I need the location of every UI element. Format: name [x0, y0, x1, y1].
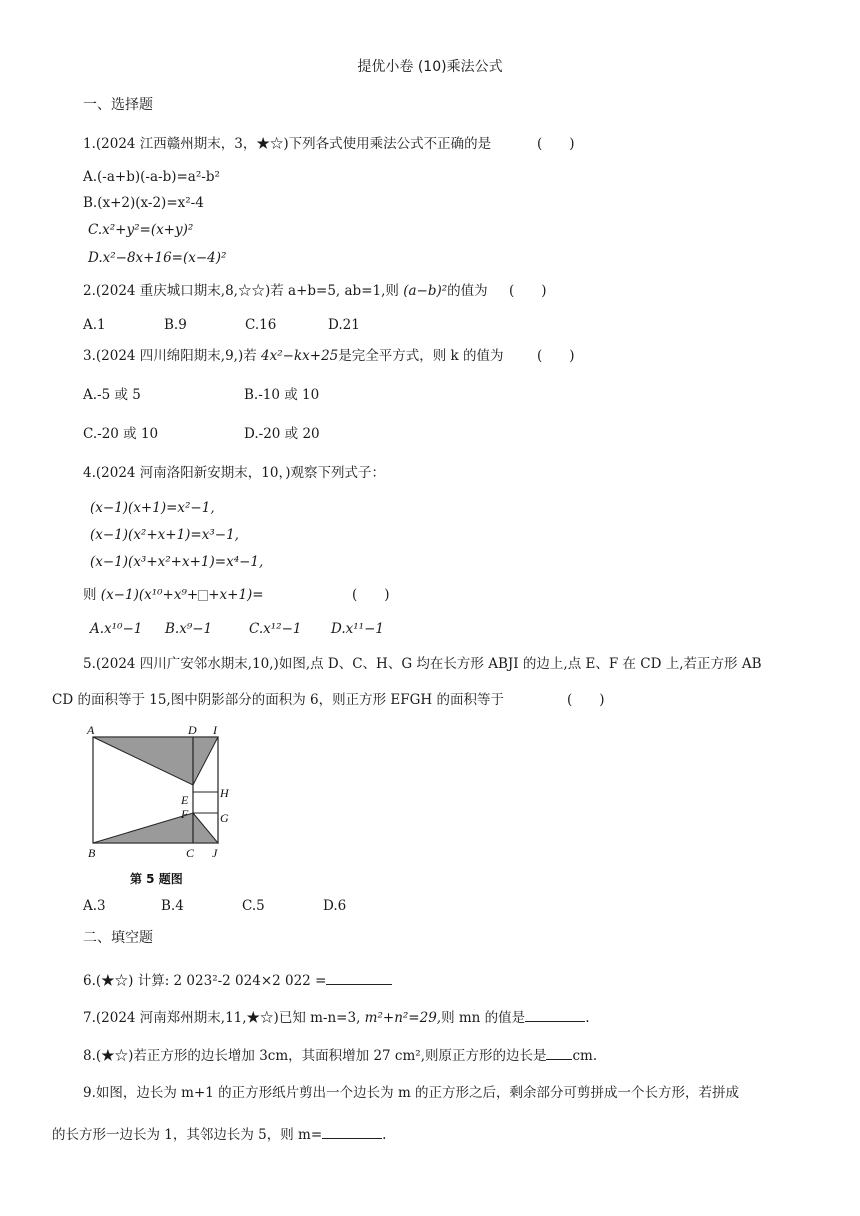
- question-3-option-d: D.-20 或 20: [244, 426, 320, 442]
- question-9-answer-blank[interactable]: [322, 1124, 382, 1139]
- question-7: [83, 1007, 589, 1027]
- question-5-option-d: D.6: [323, 898, 347, 914]
- question-3-answer-paren: ( ): [537, 348, 575, 364]
- question-1-stem: 1.(2024 江西赣州期末，3，★☆)下列各式使用乘法公式不正确的是: [83, 136, 492, 152]
- question-5-option-a: A.3: [83, 898, 106, 914]
- question-7-end: .: [585, 1010, 590, 1026]
- question-5-stem-line-1: 5.(2024 四川广安邻水期末,10,)如图,点 D、C、H、G 均在长方形 ABJI 的边上,点 E、F 在 CD 上,若正方形 AB: [83, 656, 762, 672]
- question-4-ask-expression-tail: +x+1)=: [208, 587, 264, 603]
- question-3-stem-tail: 是完全平方式，则 k 的值为: [338, 348, 504, 364]
- question-4-pattern-1: (x−1)(x+1)=x²−1,: [90, 500, 215, 516]
- question-4-option-c: C.x¹²−1: [249, 621, 302, 637]
- question-8: [83, 1045, 597, 1065]
- page-title: 提优小卷 (10)乘法公式: [357, 59, 503, 75]
- question-2-stem-text: 2.(2024 重庆城口期末,8,☆☆)若 a+b=5, ab=1,则: [83, 283, 399, 299]
- question-2-stem-tail: 的值为: [447, 283, 488, 299]
- question-1-option-c: C.x²+y²=(x+y)²: [88, 222, 194, 238]
- question-6: [83, 970, 392, 990]
- question-7-answer-blank[interactable]: [525, 1007, 585, 1022]
- figure-caption: 第 5 题图: [130, 872, 183, 886]
- figure-label-b: B: [88, 846, 96, 860]
- question-5-figure: [82, 724, 232, 890]
- question-5-option-c: C.5: [242, 898, 265, 914]
- placeholder-box-icon: [198, 590, 208, 601]
- question-4-answer-paren: ( ): [352, 587, 390, 603]
- question-3-stem: [83, 347, 504, 365]
- figure-label-i: I: [213, 724, 217, 737]
- question-2-option-b: B.9: [164, 317, 187, 333]
- question-3-stem-text: 3.(2024 四川绵阳期末,9,)若: [83, 348, 257, 364]
- question-2-answer-paren: ( ): [509, 283, 547, 299]
- question-3-option-a: A.-5 或 5: [83, 387, 141, 403]
- question-3-option-c: C.-20 或 10: [83, 426, 159, 442]
- question-1-option-d: D.x²−8x+16=(x−4)²: [88, 250, 227, 266]
- question-1-option-b: B.(x+2)(x-2)=x²-4: [83, 195, 204, 211]
- figure-label-a: A: [87, 724, 95, 737]
- figure-label-e: E: [181, 793, 189, 807]
- question-2-option-a: A.1: [83, 317, 106, 333]
- section-heading-fill: 二、填空题: [83, 930, 153, 946]
- question-4-option-a: A.x¹⁰−1: [90, 621, 143, 637]
- question-2-stem: [83, 282, 488, 300]
- question-4-pattern-2: (x−1)(x²+x+1)=x³−1,: [90, 527, 239, 543]
- question-8-end: cm.: [572, 1048, 598, 1064]
- figure-upper-shaded-triangle: [93, 737, 218, 785]
- question-2-expression: (a−b)²: [403, 283, 448, 299]
- question-7-text-tail: 则 mn 的值是: [441, 1010, 526, 1026]
- figure-lower-shaded-triangle: [93, 813, 193, 843]
- question-5-stem-line-2: CD 的面积等于 15,图中阴影部分的面积为 6，则正方形 EFGH 的面积等于: [52, 692, 504, 708]
- question-2-option-c: C.16: [245, 317, 277, 333]
- question-4-ask: [83, 586, 264, 604]
- section-heading-choice: 一、选择题: [83, 97, 153, 113]
- question-8-text: 8.(★☆)若正方形的边长增加 3cm，其面积增加 27 cm²,则原正方形的边长是: [83, 1048, 547, 1064]
- question-3-expression: 4x²−kx+25: [261, 348, 339, 364]
- figure-right-shaded-triangle: [193, 813, 218, 843]
- question-4-option-d: D.x¹¹−1: [331, 621, 384, 637]
- figure-label-g: G: [220, 811, 229, 825]
- question-4-ask-expression: (x−1)(x¹⁰+x⁹+: [100, 587, 199, 603]
- question-9-end: .: [382, 1127, 387, 1143]
- question-9-line-2: [52, 1124, 386, 1144]
- figure-inner-square-efgh: [193, 792, 218, 813]
- figure-label-j: J: [212, 846, 218, 860]
- question-8-answer-blank[interactable]: [546, 1045, 572, 1060]
- figure-label-h: H: [220, 786, 229, 800]
- question-6-answer-blank[interactable]: [326, 970, 392, 985]
- question-5-answer-paren: ( ): [567, 692, 605, 708]
- question-4-stem: 4.(2024 河南洛阳新安期末，10，)观察下列式子：: [83, 465, 385, 481]
- question-1-answer-paren: ( ): [537, 136, 575, 152]
- question-2-option-d: D.21: [328, 317, 360, 333]
- question-4-pattern-3: (x−1)(x³+x²+x+1)=x⁴−1,: [90, 554, 264, 570]
- question-9-text: 的长方形一边长为 1，其邻边长为 5，则 m=: [52, 1127, 323, 1143]
- question-9-line-1: 9.如图，边长为 m+1 的正方形纸片剪出一个边长为 m 的正方形之后，剩余部分可剪拼成一个长方形，若拼成: [83, 1085, 740, 1101]
- figure-label-c: C: [186, 846, 195, 860]
- question-6-text: 6.(★☆) 计算: 2 023²-2 024×2 022 =: [83, 973, 327, 989]
- question-3-option-b: B.-10 或 10: [244, 387, 320, 403]
- question-7-expression: m²+n²=29,: [364, 1010, 442, 1026]
- figure-label-f: F: [181, 807, 189, 821]
- question-1-option-a: A.(-a+b)(-a-b)=a²-b²: [83, 169, 220, 185]
- question-4-ask-prefix: 则: [83, 587, 97, 603]
- question-5-option-b: B.4: [161, 898, 184, 914]
- question-4-option-b: B.x⁹−1: [165, 621, 213, 637]
- question-7-text: 7.(2024 河南郑州期末,11,★☆)已知 m-n=3,: [83, 1010, 361, 1026]
- figure-label-d: D: [188, 724, 197, 737]
